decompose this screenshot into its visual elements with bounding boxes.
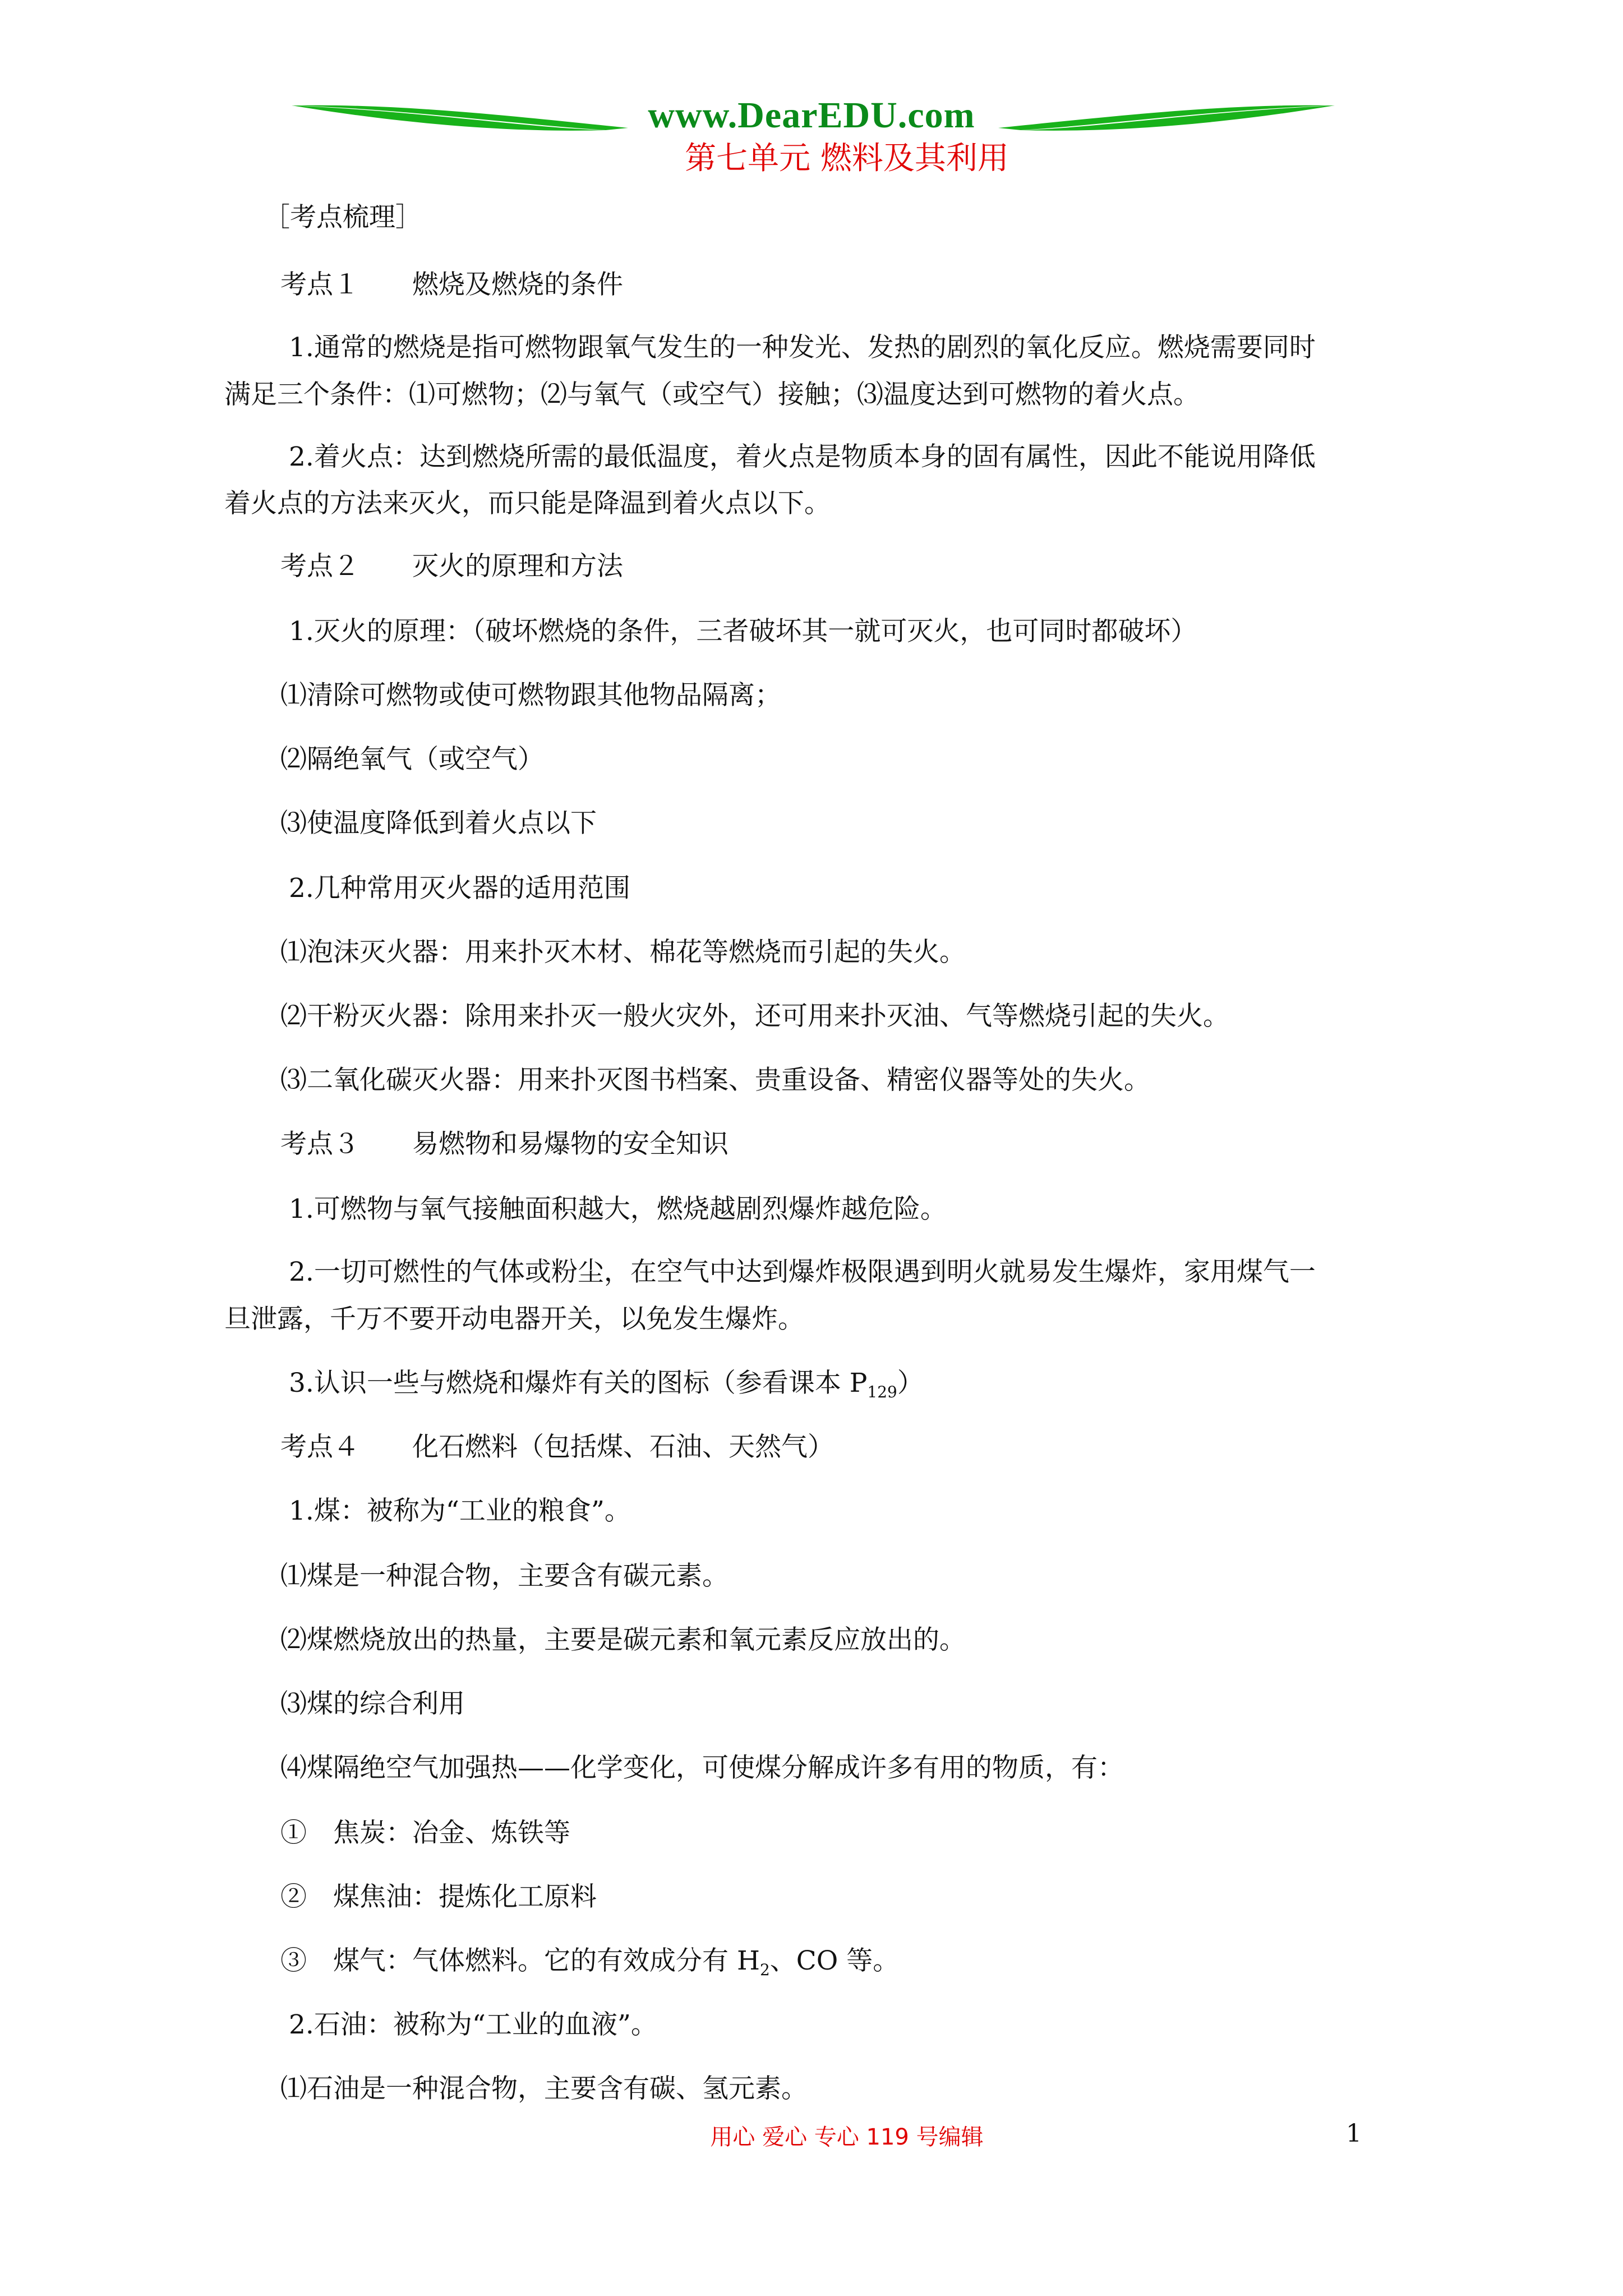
list-item: ⑴煤是一种混合物，主要含有碳元素。 [280, 1561, 728, 1591]
paragraph: 2.几种常用灭火器的适用范围 [289, 873, 630, 904]
paragraph: 2.着火点：达到燃烧所需的最低温度，着火点是物质本身的固有属性，因此不能说用降低 [289, 441, 1316, 472]
paragraph: 1.可燃物与氧气接触面积越大，燃烧越剧烈爆炸越危险。 [289, 1194, 947, 1225]
list-item: ① 焦炭：冶金、炼铁等 [280, 1818, 570, 1848]
list-item: ⑶二氧化碳灭火器：用来扑灭图书档案、贵重设备、精密仪器等处的失火。 [280, 1065, 1150, 1096]
list-item: ⑶使温度降低到着火点以下 [280, 808, 597, 839]
topic-4-title: 考点４ 化石燃料（包括煤、石油、天然气） [280, 1432, 834, 1462]
topic-3-title: 考点３ 易燃物和易爆物的安全知识 [280, 1129, 728, 1159]
topic-2-title: 考点２ 灭火的原理和方法 [280, 551, 623, 582]
list-item: ⑴泡沫灭火器：用来扑灭木材、棉花等燃烧而引起的失火。 [280, 937, 966, 968]
list-item: ⑷煤隔绝空气加强热——化学变化，可使煤分解成许多有用的物质，有： [280, 1752, 1124, 1783]
subscript: 129 [867, 1383, 897, 1401]
paragraph: 1.通常的燃烧是指可燃物跟氧气发生的一种发光、发热的剧烈的氧化反应。燃烧需要同时 [289, 332, 1316, 363]
list-item-text: ③ 煤气：气体燃料。它的有效成分有 H [280, 1945, 760, 1976]
list-item [280, 1944, 899, 1987]
paragraph: 2.一切可燃性的气体或粉尘，在空气中达到爆炸极限遇到明火就易发生爆炸，家用煤气一 [289, 1257, 1316, 1287]
list-item-text: 、CO 等。 [769, 1945, 900, 1976]
paragraph: 1.煤：被称为“工业的粮食”。 [289, 1496, 631, 1526]
paragraph: 满足三个条件：⑴可燃物；⑵与氧气（或空气）接触；⑶温度达到可燃物的着火点。 [224, 379, 1200, 410]
footer-editor-note: 用心 爱心 专心 119 号编辑 [710, 2124, 984, 2150]
list-item: ⑶煤的综合利用 [280, 1688, 465, 1719]
list-item: ⑵煤燃烧放出的热量，主要是碳元素和氧元素反应放出的。 [280, 1625, 966, 1655]
list-item: ⑴石油是一种混合物，主要含有碳、氢元素。 [280, 2073, 808, 2104]
section-heading: ［考点梳理］ [264, 202, 422, 233]
paragraph: 1.灭火的原理：（破坏燃烧的条件，三者破坏其一就可灭火，也可同时都破坏） [289, 616, 1197, 647]
paragraph-text: ） [897, 1368, 924, 1398]
paragraph: 着火点的方法来灭火，而只能是降温到着火点以下。 [224, 488, 831, 519]
list-item: ② 煤焦油：提炼化工原料 [280, 1881, 597, 1912]
list-item: ⑵干粉灭火器：除用来扑灭一般火灾外，还可用来扑灭油、气等燃烧引起的失火。 [280, 1001, 1229, 1032]
paragraph [289, 1366, 924, 1409]
site-name: www.DearEDU.com [648, 95, 975, 136]
subscript: 2 [759, 1961, 770, 1979]
topic-1-title: 考点１ 燃烧及燃烧的条件 [280, 269, 623, 300]
paragraph-text: 3.认识一些与燃烧和爆炸有关的图标（参看课本 P [289, 1368, 868, 1398]
list-item: ⑵隔绝氧气（或空气） [280, 744, 544, 775]
unit-title: 第七单元 燃料及其利用 [685, 140, 1009, 177]
paragraph: 旦泄露，千万不要开动电器开关，以免发生爆炸。 [224, 1304, 804, 1335]
list-item: ⑴清除可燃物或使可燃物跟其他物品隔离； [280, 680, 781, 711]
paragraph: 2.石油：被称为“工业的血液”。 [289, 2009, 657, 2040]
page-number: 1 [1346, 2119, 1362, 2148]
